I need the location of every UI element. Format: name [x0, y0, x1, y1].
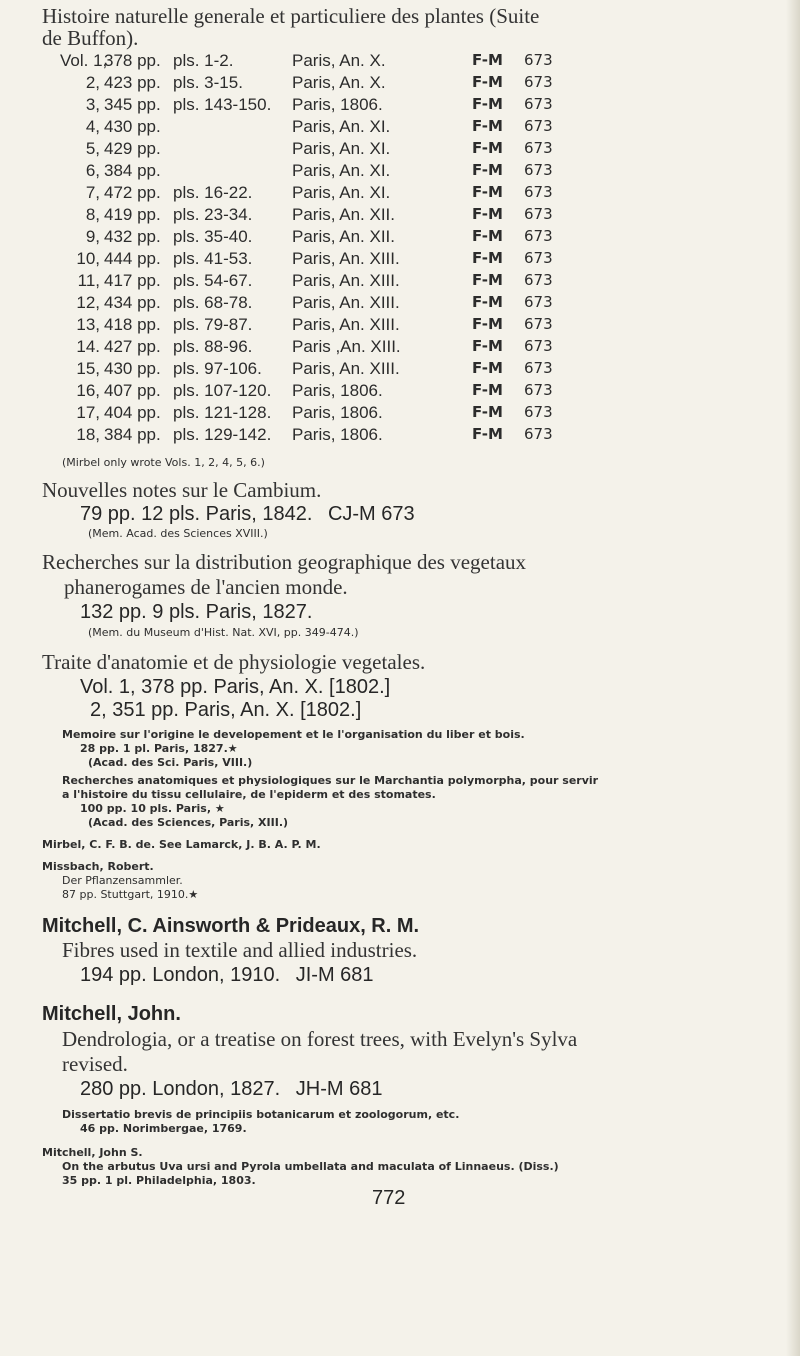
missbach-details: 87 pp. Stuttgart, 1910.★ — [62, 888, 199, 901]
plates: pls. 35-40. — [173, 227, 253, 246]
imprint: Paris, An. XI. — [292, 117, 391, 136]
mitchell-john-title-line2: revised. — [62, 1052, 128, 1076]
imprint: Paris, An. XI. — [292, 183, 391, 202]
call-number: 673 — [524, 183, 553, 201]
imprint: Paris, An. XII. — [292, 205, 395, 224]
recherches-geo-title-line1: Recherches sur la distribution geographique des vegetaux — [42, 550, 527, 574]
volume-number: 3, — [85, 95, 100, 114]
recherches-geo-title-line2: phanerogames de l'ancien monde. — [64, 575, 348, 599]
call-number: 673 — [524, 73, 553, 91]
page-count: 472 pp. — [104, 183, 161, 202]
traite-vol2: 2, 351 pp. Paris, An. X. [1802.] — [90, 699, 362, 721]
recherches-anat-line4: (Acad. des Sciences, Paris, XIII.) — [88, 816, 289, 829]
traite-vol1: Vol. 1, 378 pp. Paris, An. X. [1802.] — [80, 676, 391, 698]
memoire-line3: (Acad. des Sci. Paris, VIII.) — [88, 756, 253, 769]
volume-number: 13, — [76, 315, 100, 334]
histoire-title-line1: Histoire naturelle generale et particuliere des plantes (Suite — [42, 4, 540, 28]
plates: pls. 129-142. — [173, 425, 272, 444]
plates: pls. 54-67. — [173, 271, 253, 290]
page-count: 444 pp. — [104, 249, 161, 268]
mitchell-prideaux-details-text: 194 pp. London, 1910. — [80, 964, 281, 986]
volume-number: 4, — [85, 117, 100, 136]
call-code: F-M — [472, 227, 503, 245]
volume-number: 7, — [85, 183, 100, 202]
imprint: Paris, An. XIII. — [292, 271, 400, 290]
call-number: 673 — [524, 381, 553, 399]
imprint: Paris, An. XIII. — [292, 359, 400, 378]
recherches-anat-line2: a l'histoire du tissu cellulaire, de l'epiderm et des stomates. — [62, 788, 436, 801]
page-count: 407 pp. — [104, 381, 161, 400]
volume-number: 9, — [85, 227, 100, 246]
plates: pls. 16-22. — [173, 183, 253, 202]
volume-number: 11, — [77, 271, 100, 290]
recherches-geo-note: (Mem. du Museum d'Hist. Nat. XVI, pp. 349-474.) — [88, 626, 359, 639]
call-code: F-M — [472, 359, 503, 377]
imprint: Paris, An. XIII. — [292, 293, 400, 312]
imprint: Paris, An. XIII. — [292, 315, 400, 334]
imprint: Paris, An. XI. — [292, 139, 391, 158]
call-code: F-M — [472, 249, 503, 267]
call-code: F-M — [472, 161, 503, 179]
call-code: F-M — [472, 293, 503, 311]
mitchell-john-details-text: 280 pp. London, 1827. — [80, 1078, 281, 1100]
imprint: Paris, 1806. — [292, 95, 383, 114]
call-number: 673 — [524, 95, 553, 113]
cambium-details-text: 79 pp. 12 pls. Paris, 1842. — [80, 503, 313, 525]
histoire-note: (Mirbel only wrote Vols. 1, 2, 4, 5, 6.) — [62, 456, 265, 469]
page-number: 772 — [372, 1187, 406, 1209]
mitchell-prideaux-title: Fibres used in textile and allied industries. — [62, 938, 418, 962]
page-count: 384 pp. — [104, 161, 161, 180]
plates: pls. 68-78. — [173, 293, 253, 312]
imprint: Paris, An. X. — [292, 73, 386, 92]
imprint: Paris, An. XI. — [292, 161, 391, 180]
recherches-anat-line1: Recherches anatomiques et physiologiques sur le Marchantia polymorpha, pour servir — [62, 774, 599, 787]
volume-number: Vol. 1, — [60, 51, 108, 70]
imprint: Paris, 1806. — [292, 403, 383, 422]
call-code: F-M — [472, 403, 503, 421]
call-number: 673 — [524, 315, 553, 333]
call-number: 673 — [524, 271, 553, 289]
recherches-anat-line3: 100 pp. 10 pls. Paris, ★ — [80, 802, 225, 815]
volume-number: 10, — [76, 249, 100, 268]
volume-number: 8, — [85, 205, 100, 224]
page-count: 418 pp. — [104, 315, 161, 334]
plates: pls. 23-34. — [173, 205, 253, 224]
traite-title: Traite d'anatomie et de physiologie vegetales. — [42, 650, 426, 674]
volume-number: 6, — [85, 161, 100, 180]
page-count: 427 pp. — [104, 337, 161, 356]
call-code: F-M — [472, 315, 503, 333]
mitchell-prideaux-details — [80, 963, 374, 987]
call-number: 673 — [524, 425, 553, 443]
call-number: 673 — [524, 249, 553, 267]
call-code: F-M — [472, 51, 503, 69]
recherches-geo-details: 132 pp. 9 pls. Paris, 1827. — [80, 601, 313, 623]
mitchell-john-code: JH-M 681 — [295, 1078, 383, 1100]
call-code: F-M — [472, 117, 503, 135]
volume-number: 15, — [76, 359, 100, 378]
mitchell-john-dissertatio-line2: 46 pp. Norimbergae, 1769. — [80, 1122, 247, 1135]
page-count: 423 pp. — [104, 73, 161, 92]
mitchell-john-details — [80, 1077, 382, 1101]
imprint: Paris, 1806. — [292, 425, 383, 444]
plates: pls. 1-2. — [173, 51, 234, 70]
mitchell-john-title-line1: Dendrologia, or a treatise on forest trees, with Evelyn's Sylva — [62, 1027, 578, 1051]
plates: pls. 41-53. — [173, 249, 253, 268]
mitchell-prideaux-code: JI-M 681 — [295, 964, 374, 986]
missbach-author: Missbach, Robert. — [42, 860, 154, 873]
call-number: 673 — [524, 359, 553, 377]
page-count: 430 pp. — [104, 359, 161, 378]
plates: pls. 3-15. — [173, 73, 243, 92]
plates: pls. 97-106. — [173, 359, 262, 378]
cambium-title: Nouvelles notes sur le Cambium. — [42, 478, 322, 502]
plates: pls. 143-150. — [173, 95, 272, 114]
volume-number: 12, — [76, 293, 100, 312]
imprint: Paris, An. XIII. — [292, 249, 400, 268]
mitchell-john-author: Mitchell, John. — [42, 1003, 181, 1025]
page-count: 429 pp. — [104, 139, 161, 158]
mitchell-john-dissertatio-line1: Dissertatio brevis de principiis botanicarum et zoologorum, etc. — [62, 1108, 460, 1121]
imprint: Paris, An. X. — [292, 51, 386, 70]
memoire-line1: Memoire sur l'origine le developement et le l'organisation du liber et bois. — [62, 728, 525, 741]
page-count: 404 pp. — [104, 403, 161, 422]
plates: pls. 121-128. — [173, 403, 272, 422]
cambium-note: (Mem. Acad. des Sciences XVIII.) — [88, 527, 268, 540]
page-count: 417 pp. — [104, 271, 161, 290]
histoire-title-line2: de Buffon). — [42, 26, 139, 50]
call-code: F-M — [472, 337, 503, 355]
call-code: F-M — [472, 271, 503, 289]
volume-number: 2, — [85, 73, 100, 92]
imprint: Paris ,An. XIII. — [292, 337, 401, 356]
call-number: 673 — [524, 205, 553, 223]
call-code: F-M — [472, 205, 503, 223]
mirbel-see-reference: Mirbel, C. F. B. de. See Lamarck, J. B. A. P. M. — [42, 838, 321, 851]
call-number: 673 — [524, 51, 553, 69]
page-count: 432 pp. — [104, 227, 161, 246]
mitchell-john-s-author: Mitchell, John S. — [42, 1146, 143, 1159]
page-edge-shadow — [786, 0, 800, 1356]
call-code: F-M — [472, 73, 503, 91]
page-count: 430 pp. — [104, 117, 161, 136]
plates: pls. 79-87. — [173, 315, 253, 334]
call-code: F-M — [472, 183, 503, 201]
call-number: 673 — [524, 161, 553, 179]
volume-number: 16, — [76, 381, 100, 400]
page-count: 378 pp. — [104, 51, 161, 70]
mitchell-john-s-details: 35 pp. 1 pl. Philadelphia, 1803. — [62, 1174, 256, 1187]
volume-number: 5, — [85, 139, 100, 158]
imprint: Paris, 1806. — [292, 381, 383, 400]
plates: pls. 88-96. — [173, 337, 253, 356]
page-count: 419 pp. — [104, 205, 161, 224]
mitchell-prideaux-author: Mitchell, C. Ainsworth & Prideaux, R. M. — [42, 915, 420, 937]
call-code: F-M — [472, 139, 503, 157]
page-count: 345 pp. — [104, 95, 161, 114]
cambium-details — [80, 502, 415, 526]
memoire-line2: 28 pp. 1 pl. Paris, 1827.★ — [80, 742, 238, 755]
volume-number: 14. — [76, 337, 100, 356]
call-number: 673 — [524, 337, 553, 355]
volume-number: 17, — [76, 403, 100, 422]
call-number: 673 — [524, 117, 553, 135]
volume-number: 18, — [76, 425, 100, 444]
page-count: 434 pp. — [104, 293, 161, 312]
mitchell-john-s-title: On the arbutus Uva ursi and Pyrola umbellata and maculata of Linnaeus. (Diss.) — [62, 1160, 559, 1173]
call-number: 673 — [524, 227, 553, 245]
call-number: 673 — [524, 293, 553, 311]
plates: pls. 107-120. — [173, 381, 272, 400]
page-count: 384 pp. — [104, 425, 161, 444]
call-number: 673 — [524, 403, 553, 421]
imprint: Paris, An. XII. — [292, 227, 395, 246]
call-code: F-M — [472, 95, 503, 113]
missbach-title: Der Pflanzensammler. — [62, 874, 183, 887]
call-code: F-M — [472, 425, 503, 443]
call-code: F-M — [472, 381, 503, 399]
call-number: 673 — [524, 139, 553, 157]
cambium-code: CJ-M 673 — [327, 503, 415, 525]
